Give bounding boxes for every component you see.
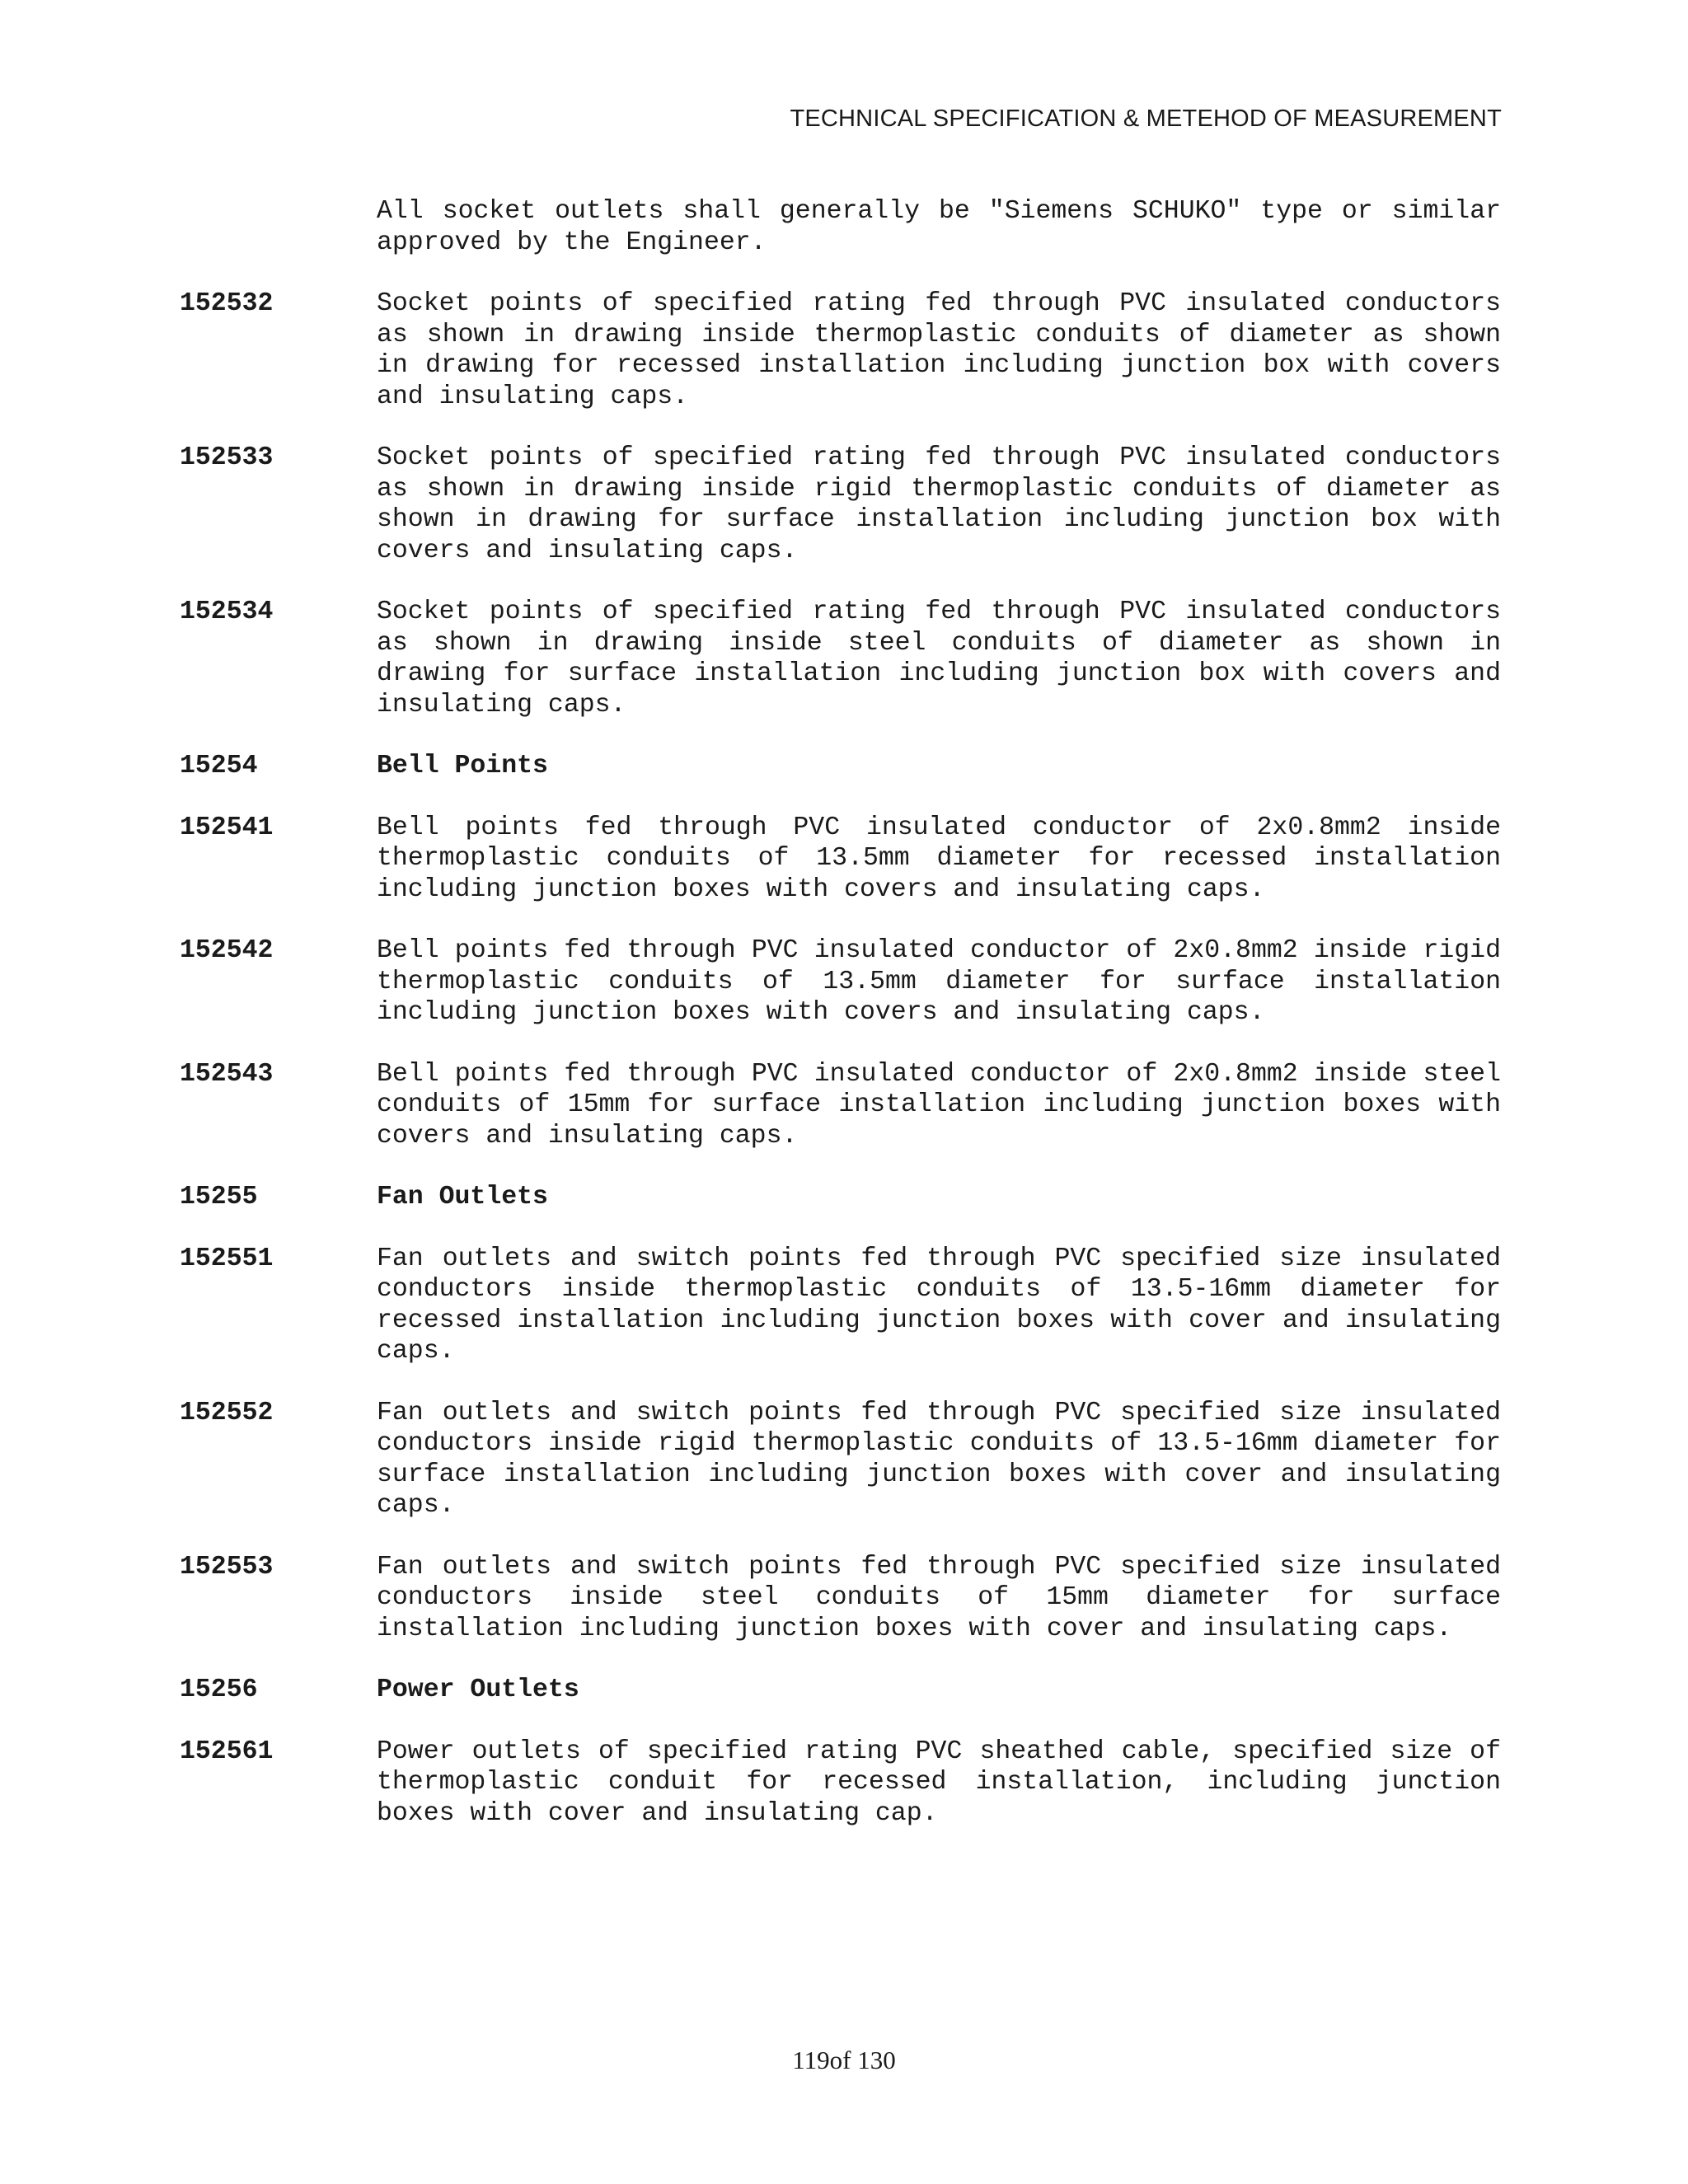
- section-title: Bell Points: [377, 752, 548, 780]
- item-description: Fan outlets and switch points fed through PVC specified size insulated conductors inside rigid thermoplastic conduits of 13.5-16mm diameter for surface installation including junction boxes with cover and insulating caps.: [377, 1398, 1501, 1520]
- spec-item-152542: [180, 935, 1501, 1029]
- item-code: 152542: [180, 936, 274, 965]
- section-code: 15256: [180, 1675, 258, 1704]
- item-description: Bell points fed through PVC insulated conductor of 2x0.8mm2 inside steel conduits of 15mm for surface installation including junction boxes with covers and insulating caps.: [377, 1059, 1501, 1151]
- item-description: Socket points of specified rating fed through PVC insulated conductors as shown in drawing inside thermoplastic conduits of diameter as shown in drawing for recessed installation including junction box with covers and insulating caps.: [377, 289, 1501, 411]
- item-code: 152561: [180, 1736, 274, 1766]
- section-heading-bell-points: [180, 751, 1501, 782]
- item-code: 152553: [180, 1552, 274, 1582]
- item-description: Socket points of specified rating fed through PVC insulated conductors as shown in drawing inside steel conduits of diameter as shown in drawing for surface installation including junction box with covers and insulating caps.: [377, 598, 1501, 719]
- item-description: Socket points of specified rating fed through PVC insulated conductors as shown in drawing inside rigid thermoplastic conduits of diameter as shown in drawing for surface installation including junction box with covers and insulating caps.: [377, 443, 1501, 565]
- spec-item-152551: [180, 1244, 1501, 1367]
- spec-item-152552: [180, 1398, 1501, 1521]
- page-number: 119of 130: [792, 2046, 896, 2074]
- spec-item-152561: [180, 1736, 1501, 1830]
- section-code: 15254: [180, 752, 258, 780]
- item-code: 152543: [180, 1059, 274, 1089]
- item-description: Bell points fed through PVC insulated conductor of 2x0.8mm2 inside rigid thermoplastic conduits of 13.5mm diameter for surface installation including junction boxes with covers and insulating caps.: [377, 936, 1501, 1027]
- intro-paragraph: All socket outlets shall generally be "Siemens SCHUKO" type or similar approved by the Engineer.: [377, 197, 1501, 257]
- spec-item-152541: [180, 813, 1501, 906]
- section-code: 15255: [180, 1183, 258, 1212]
- spec-item-152534: [180, 597, 1501, 720]
- section-title: Fan Outlets: [377, 1183, 548, 1212]
- section-heading-power-outlets: [180, 1675, 1501, 1706]
- section-title: Power Outlets: [377, 1675, 579, 1704]
- item-code: 152533: [180, 443, 274, 472]
- item-description: Fan outlets and switch points fed through PVC specified size insulated conductors inside steel conduits of 15mm diameter for surface installation including junction boxes with cover and insulating caps.: [377, 1552, 1501, 1643]
- item-description: Fan outlets and switch points fed through PVC specified size insulated conductors inside thermoplastic conduits of 13.5-16mm diameter for recessed installation including junction boxes with cover and insulating caps.: [377, 1244, 1501, 1366]
- spec-item-152543: [180, 1059, 1501, 1152]
- item-code: 152534: [180, 598, 274, 626]
- document-body: [180, 196, 1501, 1859]
- item-code: 152552: [180, 1398, 274, 1427]
- section-heading-fan-outlets: [180, 1182, 1501, 1213]
- item-code: 152551: [180, 1244, 274, 1273]
- item-code: 152541: [180, 813, 274, 842]
- spec-item-152533: [180, 443, 1501, 566]
- item-description: Power outlets of specified rating PVC sheathed cable, specified size of thermoplastic conduit for recessed installation, including junction boxes with cover and insulating cap.: [377, 1736, 1501, 1828]
- page-header: TECHNICAL SPECIFICATION & METEHOD OF MEASUREMENT: [790, 105, 1502, 132]
- item-description: Bell points fed through PVC insulated conductor of 2x0.8mm2 inside thermoplastic conduits of 13.5mm diameter for recessed installation including junction boxes with covers and insulating caps.: [377, 813, 1501, 904]
- spec-item-152532: [180, 288, 1501, 412]
- spec-item-152553: [180, 1552, 1501, 1645]
- item-code: 152532: [180, 289, 274, 318]
